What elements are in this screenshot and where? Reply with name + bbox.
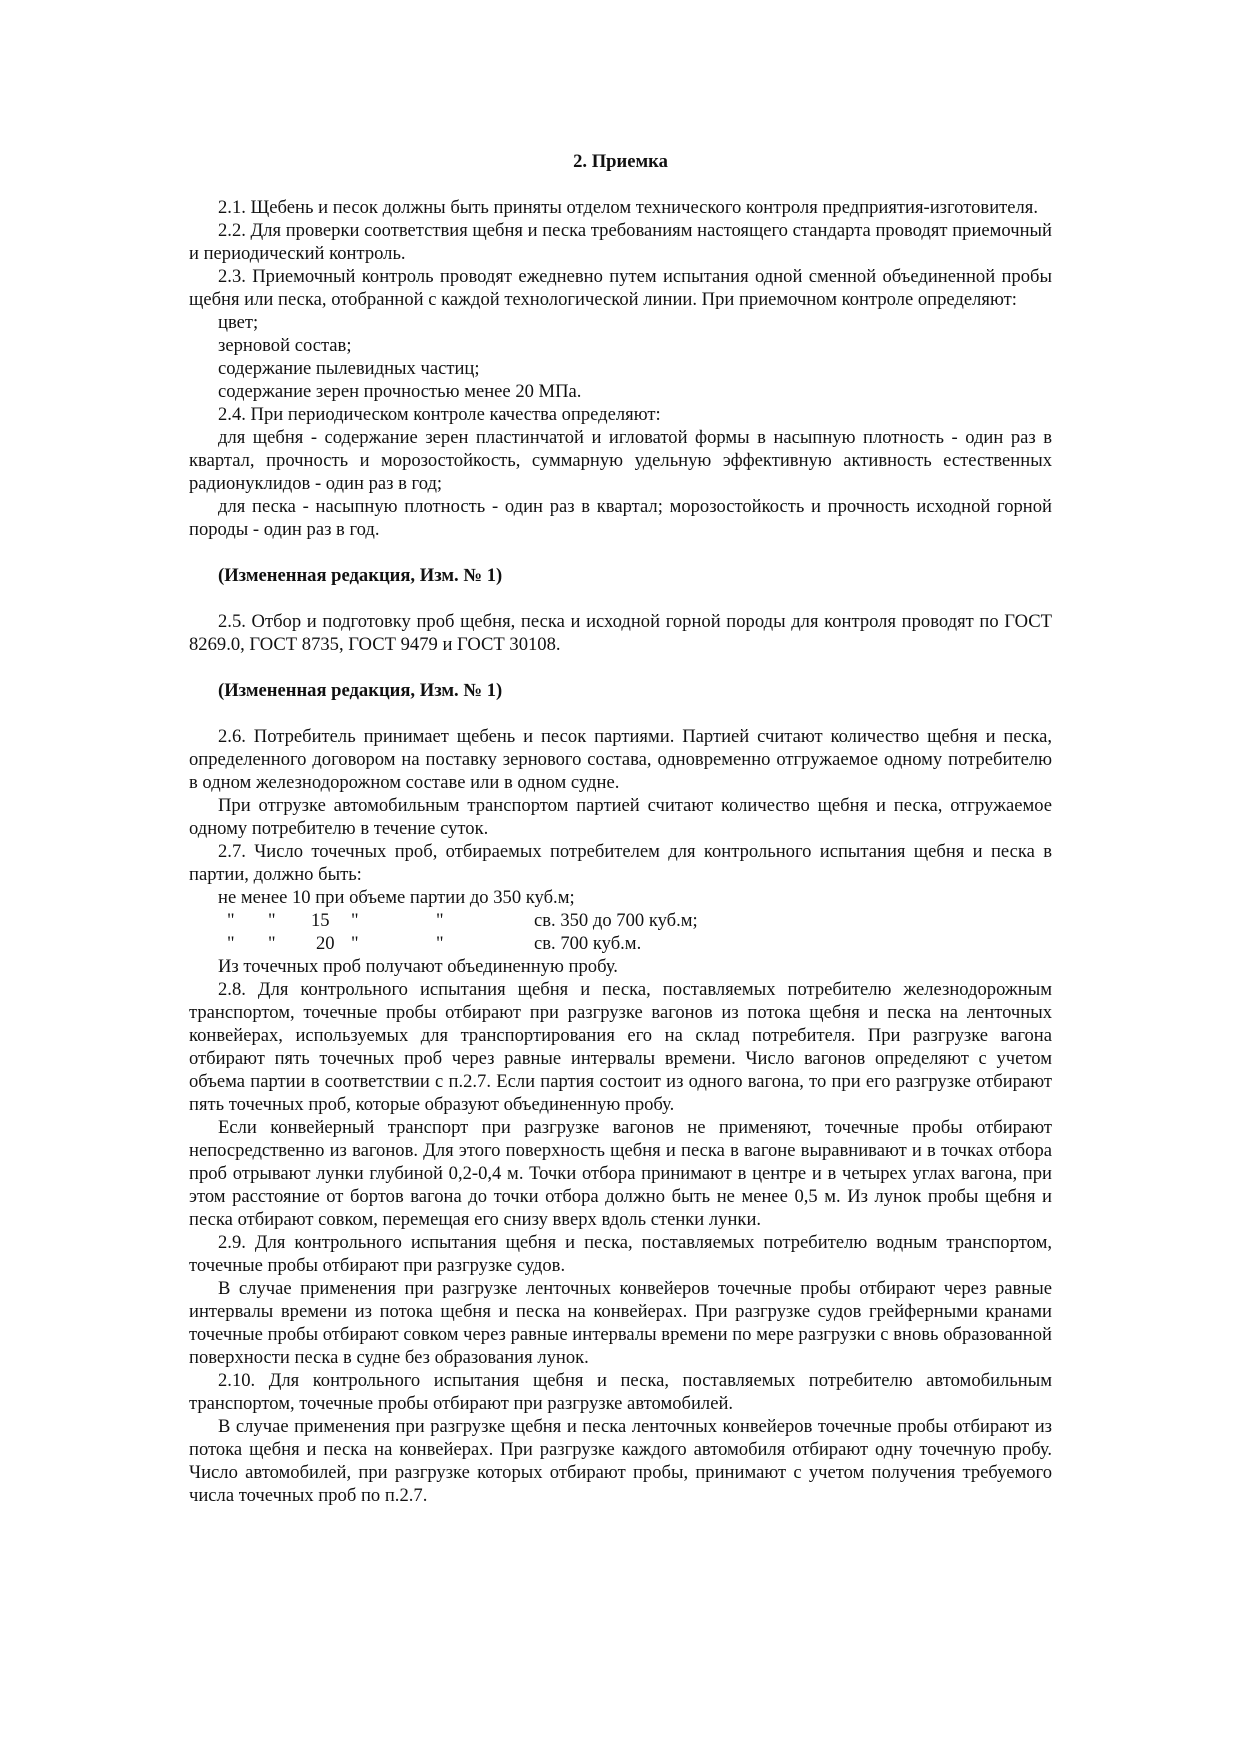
paragraph-2-7: 2.7. Число точечных проб, отбираемых потребителем для контрольного испытания щебня и песка в партии, должно быть: <box>189 841 1052 885</box>
paragraph-2-10-conveyor: В случае применения при разгрузке щебня и песка ленточных конвейеров точечные пробы отбирают из потока щебня и песка на конвейерах. При разгрузке каждого автомобиля отбирают одну точечную пробу. Число автомобилей, при разгрузке которых отбирают пробы, принимают с учетом получения требуемого числа точечных проб по п.2.7. <box>189 1416 1052 1506</box>
section-body <box>189 150 1052 1507</box>
list-item-color: цвет; <box>218 312 259 333</box>
paragraph-2-8-no-conveyor: Если конвейерный транспорт при разгрузке вагонов не применяют, точечные пробы отбирают непосредственно из вагонов. Для этого поверхность щебня и песка в вагоне выравнивают и в точках отбора проб отрывают лунки глубиной 0,2-0,4 м. Точки отбора принимают в центре и в четырех углах вагона, при этом расстояние от бортов вагона до точки отбора должно быть не менее 0,5 м. Из лунок пробы щебня и песка отбирают совком, перемещая его снизу вверх вдоль стенки лунки. <box>189 1117 1052 1230</box>
ditto-mark: " <box>351 910 359 931</box>
sample-count-line: не менее 10 при объеме партии до 350 куб.м; <box>218 887 575 908</box>
sample-count-row <box>189 909 1052 932</box>
paragraph-2-1: 2.1. Щебень и песок должны быть приняты отделом технического контроля предприятия-изготовителя. <box>218 197 1039 218</box>
list-item-weak-grains: содержание зерен прочностью менее 20 МПа. <box>218 381 582 402</box>
section-title: 2. Приемка <box>573 151 668 172</box>
amendment-note: (Измененная редакция, Изм. № 1) <box>218 680 503 701</box>
list-item-dust-particles: содержание пылевидных частиц; <box>218 358 480 379</box>
ditto-mark: " <box>268 910 276 931</box>
ditto-mark: " <box>436 933 444 954</box>
list-item-grain-composition: зерновой состав; <box>218 335 352 356</box>
ditto-mark: " <box>227 910 235 931</box>
ditto-mark: " <box>227 933 235 954</box>
paragraph-2-4: 2.4. При периодическом контроле качества определяют: <box>218 404 661 425</box>
sample-count-number: 20 <box>316 933 335 954</box>
paragraph-2-6: 2.6. Потребитель принимает щебень и песок партиями. Партией считают количество щебня и песка, определенного договором на поставку зернового состава, одновременно отгружаемое одному потребителю в одном железнодорожном составе или в одном судне. <box>189 726 1052 793</box>
sample-count-number: 15 <box>311 910 330 931</box>
ditto-mark: " <box>351 933 359 954</box>
paragraph-2-9-conveyor: В случае применения при разгрузке ленточных конвейеров точечные пробы отбирают через равные интервалы времени из потока щебня и песка на конвейерах. При разгрузке судов грейферными кранами точечные пробы отбирают совком через равные интервалы времени по мере разгрузки с вновь образованной поверхности песка в судне без образования лунок. <box>189 1278 1052 1368</box>
ditto-mark: " <box>268 933 276 954</box>
paragraph-2-10: 2.10. Для контрольного испытания щебня и песка, поставляемых потребителю автомобильным транспортом, точечные пробы отбирают при разгрузке автомобилей. <box>189 1370 1052 1414</box>
paragraph-2-8: 2.8. Для контрольного испытания щебня и песка, поставляемых потребителю железнодорожным транспортом, точечные пробы отбирают при разгрузке вагонов из потока щебня и песка на ленточных конвейерах, используемых для транспортирования его на склад потребителя. При разгрузке вагона отбирают пять точечных проб через равные интервалы времени. Число вагонов определяют с учетом объема партии в соответствии с п.2.7. Если партия состоит из одного вагона, то при его разгрузке отбирают пять точечных проб, которые образуют объединенную пробу. <box>189 979 1052 1115</box>
paragraph-2-5: 2.5. Отбор и подготовку проб щебня, песка и исходной горной породы для контроля проводят по ГОСТ 8269.0, ГОСТ 8735, ГОСТ 9479 и ГОСТ 30108. <box>189 611 1052 655</box>
volume-range: св. 700 куб.м. <box>534 933 642 954</box>
paragraph-2-4-crushed-stone: для щебня - содержание зерен пластинчатой и игловатой формы в насыпную плотность - один раз в квартал, прочность и морозостойкость, суммарную удельную эффективную активность естественных радионуклидов - один раз в год; <box>189 427 1052 494</box>
amendment-note: (Измененная редакция, Изм. № 1) <box>218 565 503 586</box>
paragraph-2-3: 2.3. Приемочный контроль проводят ежедневно путем испытания одной сменной объединенной пробы щебня или песка, отобранной с каждой технологической линии. При приемочном контроле определяют: <box>189 266 1052 310</box>
combined-sample-line: Из точечных проб получают объединенную пробу. <box>218 956 618 977</box>
volume-range: св. 350 до 700 куб.м; <box>534 910 698 931</box>
paragraph-2-2: 2.2. Для проверки соответствия щебня и песка требованиям настоящего стандарта проводят приемочный и периодический контроль. <box>189 220 1052 264</box>
paragraph-2-6-auto: При отгрузке автомобильным транспортом партией считают количество щебня и песка, отгружаемое одному потребителю в течение суток. <box>189 795 1052 839</box>
paragraph-2-4-sand: для песка - насыпную плотность - один раз в квартал; морозостойкость и прочность исходной горной породы - один раз в год. <box>189 496 1052 540</box>
ditto-mark: " <box>436 910 444 931</box>
paragraph-2-9: 2.9. Для контрольного испытания щебня и песка, поставляемых потребителю водным транспортом, точечные пробы отбирают при разгрузке судов. <box>189 1232 1052 1276</box>
sample-count-row <box>189 932 1052 955</box>
